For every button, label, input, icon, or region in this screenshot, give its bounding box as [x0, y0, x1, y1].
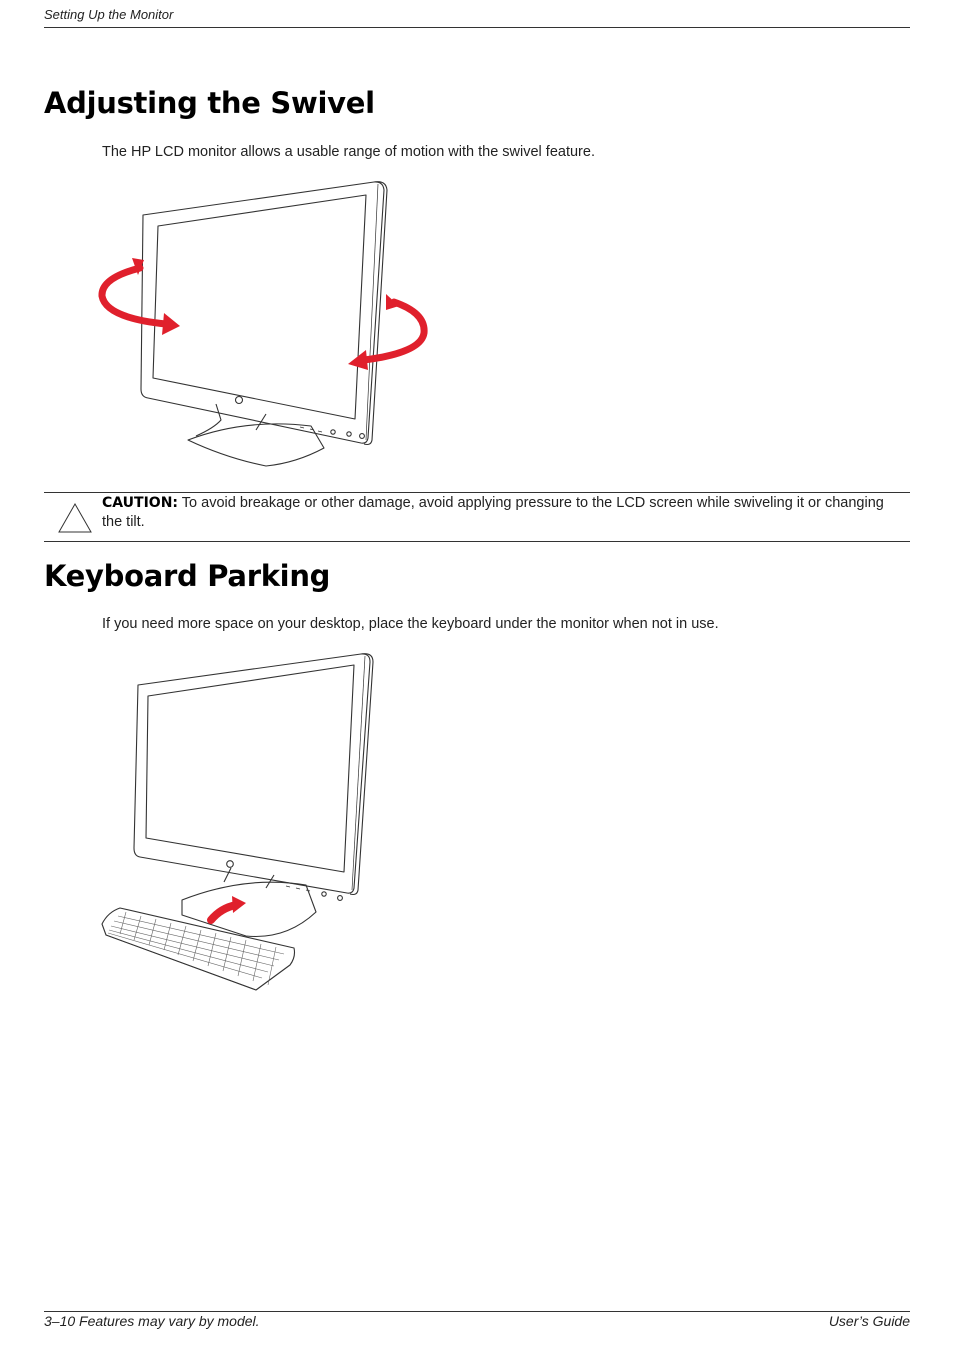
header-rule	[44, 27, 910, 28]
footer-rule	[44, 1311, 910, 1312]
heading-keyboard-parking: Keyboard Parking	[44, 559, 331, 593]
footer-page-note: 3–10 Features may vary by model.	[44, 1313, 260, 1329]
caution-label: CAUTION:	[102, 495, 179, 511]
keyboard-description: If you need more space on your desktop, place the keyboard under the monitor when not in use.	[102, 616, 719, 632]
caution-body: To avoid breakage or other damage, avoid applying pressure to the LCD screen while swiveling it or changing the tilt.	[102, 495, 884, 530]
warning-triangle-icon	[58, 503, 92, 533]
swivel-illustration	[96, 178, 436, 473]
caution-message	[102, 494, 902, 532]
keyboard-parking-illustration	[96, 650, 386, 995]
running-header: Setting Up the Monitor	[44, 7, 174, 22]
caution-note	[44, 492, 910, 542]
keyboard-push-arrow-icon	[211, 896, 246, 920]
swivel-description: The HP LCD monitor allows a usable range of motion with the swivel feature.	[102, 144, 595, 160]
footer-guide-title: User’s Guide	[828, 1313, 910, 1329]
swivel-arrow-left-icon	[102, 258, 180, 335]
heading-adjusting-swivel: Adjusting the Swivel	[44, 86, 375, 120]
